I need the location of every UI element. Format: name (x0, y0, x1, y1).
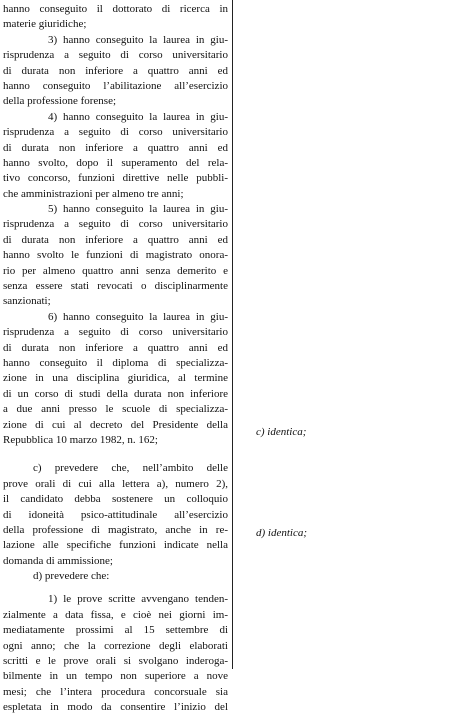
text-line: prove orali di cui alla lettera a), numero 2), (3, 477, 228, 490)
text-line: lazione alle specifiche funzioni indicate nella (3, 539, 228, 552)
text-line: di durata non inferiore a quattro anni ed (3, 64, 228, 77)
text-line: tivo concorso, funzioni direttive nelle pubbli- (3, 172, 228, 185)
text-line: della professione di magistrato, anche in re- (3, 523, 228, 536)
paragraph-gap (3, 584, 228, 592)
text-line: rio per almeno quattro anni senza demerito e (3, 264, 228, 277)
text-line: a due anni presso le scuole di specializza- (3, 403, 228, 416)
text-line: 1) le prove scritte avvengano tenden- (48, 593, 228, 606)
column-divider (232, 0, 233, 669)
right-column-text (236, 0, 460, 669)
text-line: risprudenza a seguito di corso universitario (3, 326, 228, 339)
text-line: 4) hanno conseguito la laurea in giu- (48, 110, 228, 123)
paragraph-gap (3, 448, 228, 461)
text-line: scritti e le prove orali si svolgano inderoga- (3, 655, 228, 668)
text-block-written-exams (3, 592, 228, 715)
text-line: c) prevedere che, nell’ambito delle (33, 462, 228, 475)
text-block-numbered-requirements (3, 2, 228, 448)
text-line: mediatamente prossimi al 15 settembre di (3, 624, 228, 637)
text-line: mesi; che l’intera procedura concorsuale sia (3, 685, 228, 698)
text-line: 5) hanno conseguito la laurea in giu- (48, 203, 228, 216)
text-line: domanda di ammissione; (3, 554, 113, 567)
text-line: 6) hanno conseguito la laurea in giu- (48, 310, 228, 323)
left-column-text (3, 2, 228, 716)
text-line: di durata non inferiore a quattro anni ed (3, 341, 228, 354)
text-line: hanno svolto le funzioni di magistrato onora- (3, 249, 228, 262)
text-line: il candidato debba sostenere un colloquio (3, 493, 228, 506)
text-line: risprudenza a seguito di corso universitario (3, 126, 228, 139)
text-line: 3) hanno conseguito la laurea in giu- (48, 33, 228, 46)
text-line: zione in una disciplina giuridica, al termine (3, 372, 228, 385)
text-line: zialmente a data fissa, e cioè nei giorni im- (3, 608, 228, 621)
text-line: di idoneità psico-attitudinale all’esercizio (3, 508, 228, 521)
text-line: hanno conseguito l’abilitazione all’esercizio (3, 79, 228, 92)
text-line: senza essere stati revocati o disciplinarmente (3, 280, 228, 293)
text-line: hanno conseguito il dottorato di ricerca in (3, 3, 228, 15)
right-item-d: d) identica; (256, 527, 308, 539)
text-line: di durata non inferiore a quattro anni ed (3, 233, 228, 246)
text-line: hanno svolto, dopo il superamento del rela- (3, 156, 228, 169)
text-block-letters-c-d (3, 461, 228, 584)
text-line: Repubblica 10 marzo 1982, n. 162; (3, 433, 158, 446)
text-line: d) prevedere che: (33, 570, 110, 583)
text-line: di un corso di studi della durata non inferiore (3, 387, 228, 400)
text-line: ogni anno; che la correzione degli elaborati (3, 639, 228, 652)
text-line: hanno conseguito il diploma di specializza- (3, 356, 228, 369)
text-line: espletata in modo da consentire l’inizio del (3, 701, 228, 714)
text-line: che amministrazioni per almeno tre anni; (3, 187, 184, 200)
text-line: risprudenza a seguito di corso universitario (3, 218, 228, 231)
text-line: zione di cui al decreto del Presidente della (3, 418, 228, 431)
text-line: sanzionati; (3, 295, 51, 308)
text-line: risprudenza a seguito di corso universitario (3, 49, 228, 62)
text-line: della professione forense; (3, 95, 117, 108)
right-item-c: c) identica; (256, 426, 307, 438)
text-line: bilmente in un tempo non superiore a nove (3, 670, 228, 683)
text-line: di durata non inferiore a quattro anni ed (3, 141, 228, 154)
text-line: materie giuridiche; (3, 18, 87, 31)
